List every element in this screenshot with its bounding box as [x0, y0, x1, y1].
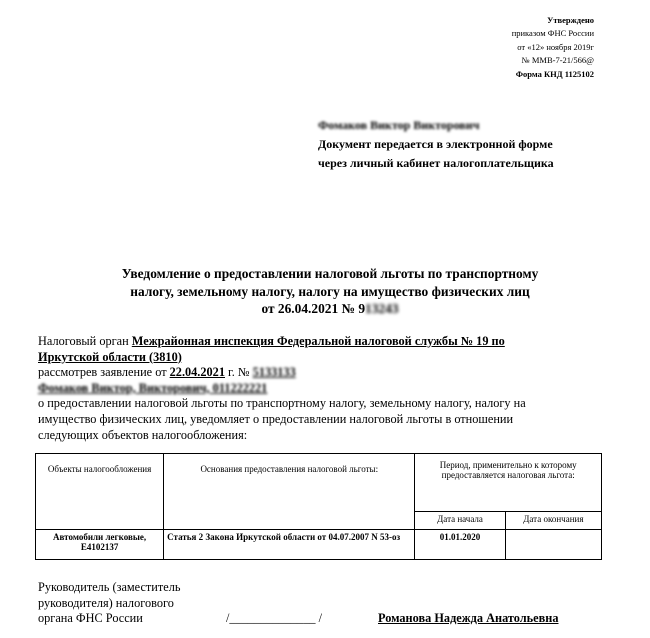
signatory-name: Романова Надежда Анатольевна	[378, 611, 559, 625]
document-title	[60, 265, 600, 318]
organ-label: Налоговый орган	[38, 334, 132, 348]
notice-text: следующих объектов налогообложения:	[38, 427, 248, 442]
delivery-note: Документ передается в электронной форме	[318, 137, 553, 151]
approval-line: приказом ФНС России	[511, 28, 594, 39]
application-sep: г. №	[224, 365, 253, 380]
application-line	[38, 365, 558, 381]
title-date: от 26.04.2021 № 9	[261, 301, 366, 316]
table-row	[36, 530, 602, 560]
organ-line	[38, 334, 558, 350]
title-line	[60, 300, 600, 318]
end-cell	[505, 530, 601, 560]
title-line: налогу, земельному налогу, налогу на имущество физических лиц	[130, 283, 530, 299]
notice-body	[38, 334, 558, 443]
start-cell: 01.01.2020	[415, 530, 505, 560]
col-objects-header: Объекты налогообложения	[36, 454, 164, 530]
signature-line: /______________ /	[226, 611, 322, 625]
approval-line: № ММВ-7-21/566@	[521, 55, 594, 66]
applicant: Фомаков Виктор, Викторович, 011222221	[38, 380, 268, 395]
organ-name-cont: Иркутской области (3810)	[38, 349, 182, 364]
application-number: 5133133	[252, 365, 296, 380]
organ-name: Межрайонная инспекция Федеральной налоговой службы № 19 по	[131, 334, 505, 348]
notice-text: о предоставлении налоговой льготы по транспортному налогу, земельному налогу, налогу на	[38, 396, 526, 411]
considered-label: рассмотрев заявление от	[38, 365, 170, 380]
col-end-header: Дата окончания	[505, 512, 601, 530]
recipient-block	[318, 116, 554, 173]
delivery-note: через личный кабинет налогоплательщика	[318, 156, 554, 170]
form-code: Форма КНД 1125102	[515, 68, 594, 79]
basis-cell: Статья 2 Закона Иркутской области от 04.07.2007 N 53-оз	[164, 530, 415, 560]
col-start-header: Дата начала	[415, 512, 505, 530]
application-date: 22.04.2021	[169, 365, 225, 380]
title-line: Уведомление о предоставлении налоговой льготы по транспортному	[121, 266, 539, 281]
objects-table	[35, 453, 602, 560]
approval-block	[512, 14, 594, 81]
approval-line: Утверждено	[547, 15, 594, 25]
notice-text: имущество физических лиц, уведомляет о предоставлении налоговой льготы в отношении	[38, 411, 514, 426]
signature-role: Руководитель (заместитель руководителя) налогового органа ФНС России	[38, 580, 181, 626]
recipient-name: Фомаков Виктор Викторович	[318, 118, 480, 132]
col-period-header: Период, применительно к которому предоставляется налоговая льгота:	[415, 454, 602, 512]
col-basis-header: Основания предоставления налоговой льготы:	[164, 454, 415, 530]
title-number: 13243	[365, 301, 399, 316]
object-cell: Автомобили легковые, Е4102137	[36, 530, 164, 560]
approval-line: от «12» ноября 2019г	[517, 41, 594, 52]
